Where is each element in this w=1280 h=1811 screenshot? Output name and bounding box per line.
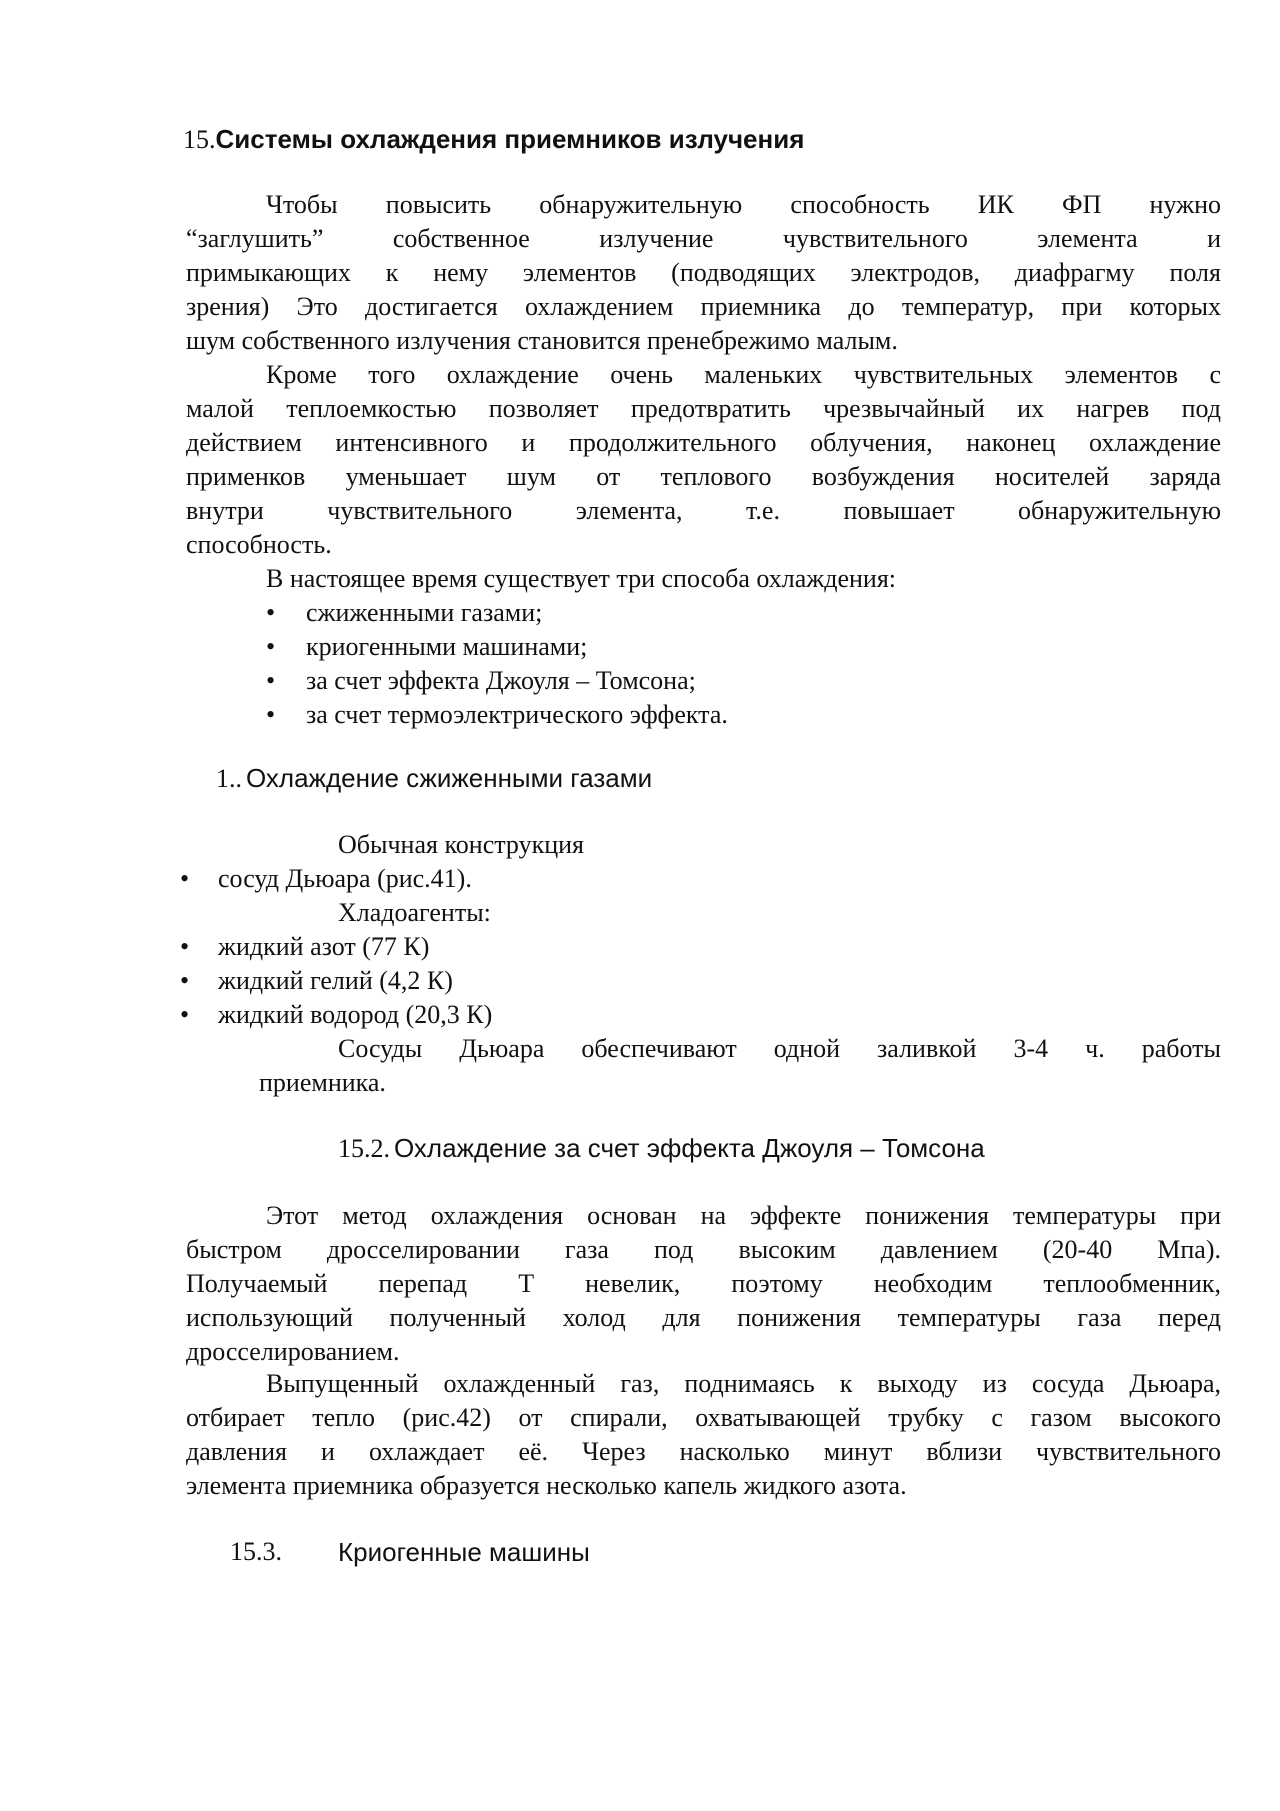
heading-title: Криогенные машины [338, 1537, 590, 1567]
section-heading-15-2 [338, 1131, 985, 1170]
text-line: способность. [186, 530, 332, 559]
heading-number: 15. [183, 125, 216, 154]
bullet-icon: • [180, 966, 190, 995]
bullet-icon: • [266, 598, 276, 627]
text-line: внутри чувствительного элемента, т.е. повышает обнаружительную [186, 496, 1221, 525]
heading-title: Охлаждение за счет эффекта Джоуля – Томсона [394, 1133, 985, 1163]
bullet-icon: • [180, 932, 190, 961]
methods-block [186, 562, 1221, 732]
coolants-label: Хладоагенты: [338, 898, 491, 927]
text-line: Получаемый перепад Т невелик, поэтому необходим теплообменник, [186, 1269, 1221, 1298]
section-heading-15-3 [230, 1535, 590, 1573]
list-item: • жидкий водород (20,3 К) [186, 998, 1221, 1032]
bullet-icon: • [180, 864, 190, 893]
list-item: • жидкий азот (77 К) [186, 930, 1221, 964]
text-line: дросселированием. [186, 1337, 400, 1366]
paragraph-1 [186, 188, 1221, 358]
list-item: • сжиженными газами; [186, 596, 1221, 630]
list-item: • за счет эффекта Джоуля – Томсона; [186, 664, 1221, 698]
dewar-block [180, 828, 1221, 1100]
heading-number: 15.3. [230, 1537, 282, 1566]
section-heading-1 [216, 761, 652, 800]
bullet-icon: • [266, 632, 276, 661]
list-item: • криогенными машинами; [186, 630, 1221, 664]
text-line: Этот метод охлаждения основан на эффекте понижения температуры при [266, 1201, 1221, 1230]
construction-label: Обычная конструкция [338, 830, 584, 859]
section-heading-15 [183, 122, 804, 161]
text-line: действием интенсивного и продолжительного облучения, наконец охлаждение [186, 428, 1221, 457]
bullet-icon: • [266, 700, 276, 729]
heading-title: Охлаждение сжиженными газами [246, 763, 653, 793]
text-line: “заглушить” собственное излучение чувствительного элемента и [186, 224, 1221, 253]
heading-number: 1.. [216, 764, 242, 793]
text-line: быстром дросселировании газа под высоким давлением (20-40 Мпа). [186, 1235, 1221, 1264]
list-item: • за счет термоэлектрического эффекта. [186, 698, 1221, 732]
bullet-icon: • [266, 666, 276, 695]
heading-number: 15.2. [338, 1134, 390, 1163]
paragraph-4 [186, 1199, 1221, 1369]
methods-intro: В настоящее время существует три способа охлаждения: [266, 564, 897, 593]
text-line: использующий полученный холод для понижения температуры газа перед [186, 1303, 1221, 1332]
text-line: Сосуды Дьюара обеспечивают одной заливкой 3-4 ч. работы [338, 1034, 1221, 1063]
text-line: зрения) Это достигается охлаждением приемника до температур, при которых [186, 292, 1221, 321]
text-line: Выпущенный охлажденный газ, поднимаясь к выходу из сосуда Дьюара, [266, 1369, 1221, 1398]
text-line: применков уменьшает шум от теплового возбуждения носителей заряда [186, 462, 1221, 491]
paragraph-2 [186, 358, 1221, 562]
heading-title: Системы охлаждения приемников излучения [215, 124, 805, 154]
text-line: малой теплоемкостью позволяет предотвратить чрезвычайный их нагрев под [186, 394, 1221, 423]
text-line: шум собственного излучения становится пренебрежимо малым. [186, 326, 898, 355]
text-line: приемника. [259, 1068, 386, 1097]
bullet-icon: • [180, 1000, 190, 1029]
text-line: давления и охлаждает её. Через насколько минут вблизи чувствительного [186, 1437, 1221, 1466]
list-item: • сосуд Дьюара (рис.41). [186, 862, 1221, 896]
list-item: • жидкий гелий (4,2 К) [186, 964, 1221, 998]
paragraph-5 [186, 1367, 1221, 1503]
text-line: Чтобы повысить обнаружительную способность ИК ФП нужно [266, 190, 1221, 219]
text-line: отбирает тепло (рис.42) от спирали, охватывающей трубку с газом высокого [186, 1403, 1221, 1432]
text-line: примыкающих к нему элементов (подводящих электродов, диафрагму поля [186, 258, 1221, 287]
text-line: Кроме того охлаждение очень маленьких чувствительных элементов с [266, 360, 1221, 389]
text-line: элемента приемника образуется несколько капель жидкого азота. [186, 1471, 907, 1500]
